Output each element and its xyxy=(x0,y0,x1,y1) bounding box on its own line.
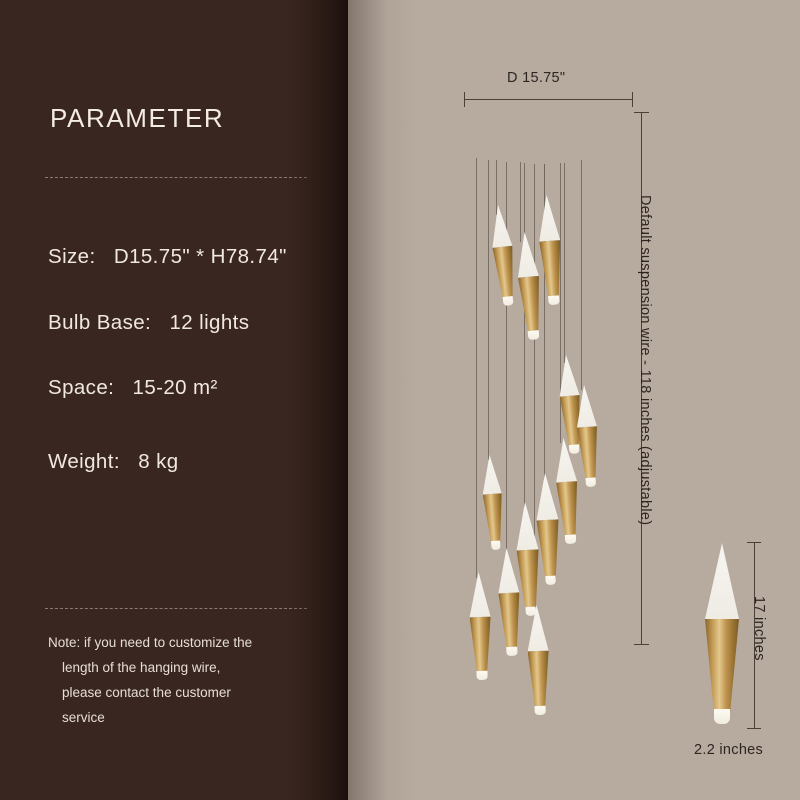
lamp-cone xyxy=(528,651,551,709)
spec-label-bulb-base: Bulb Base: xyxy=(48,311,152,334)
lamp-cone xyxy=(498,592,522,649)
spec-label-space: Space: xyxy=(48,376,115,399)
lamp-tip xyxy=(705,543,739,619)
pendant-lamp xyxy=(480,454,506,551)
lamp-tip xyxy=(553,437,577,482)
lamp-cone xyxy=(518,276,544,334)
lamp-tip xyxy=(514,501,538,550)
pendant-lamp xyxy=(574,384,601,489)
lamp-glow xyxy=(503,296,513,306)
single-height-label: 17 inches xyxy=(751,596,767,661)
wire-4 xyxy=(564,163,565,363)
spec-row-weight xyxy=(48,450,179,474)
width-dimension-label: D 15.75" xyxy=(507,70,566,86)
lamp-tip xyxy=(480,454,502,494)
lamp-glow xyxy=(477,671,487,680)
width-tick-right xyxy=(632,92,633,107)
lamp-glow xyxy=(545,576,556,586)
lamp-cone xyxy=(577,426,601,480)
lamp-cone xyxy=(539,240,564,298)
spec-label-weight: Weight: xyxy=(48,450,120,473)
height-tick-bottom xyxy=(634,644,649,645)
note-line-1: Note: if you need to customize the xyxy=(48,635,253,650)
height-tick-top xyxy=(634,112,649,113)
spec-value-bulb-base: 12 lights xyxy=(169,311,250,334)
spec-row-space xyxy=(48,376,218,400)
single-height-tick-top xyxy=(747,542,761,543)
spec-value-size: D15.75" * H78.74" xyxy=(113,245,287,268)
divider-bottom xyxy=(45,608,307,609)
lamp-tip xyxy=(536,194,560,241)
note-line-2: length of the hanging wire, xyxy=(62,660,221,675)
lamp-tip xyxy=(496,547,519,593)
pendant-lamp-single xyxy=(705,543,739,727)
lamp-cone xyxy=(470,617,493,674)
page-title: PARAMETER xyxy=(50,103,225,133)
lamp-glow xyxy=(528,330,539,340)
single-height-tick-bottom xyxy=(747,728,761,729)
wire-5 xyxy=(581,160,582,390)
spec-row-bulb-base xyxy=(48,311,249,335)
lamp-glow xyxy=(549,295,560,305)
lamp-tip xyxy=(574,384,597,427)
lamp-glow xyxy=(491,540,501,550)
product-diagram-panel xyxy=(348,0,800,800)
wire-11 xyxy=(476,158,477,578)
panel-inner-shadow xyxy=(348,0,418,800)
spec-row-size xyxy=(48,245,287,269)
spec-value-space: 15-20 m² xyxy=(132,376,218,399)
spec-label-size: Size: xyxy=(48,245,96,268)
lamp-cone xyxy=(536,519,561,578)
customization-note xyxy=(48,630,303,730)
parameter-panel xyxy=(0,0,348,800)
width-tick-left xyxy=(464,92,465,107)
width-dimension-line xyxy=(464,99,632,100)
lamp-tip xyxy=(534,472,558,520)
single-width-label: 2.2 inches xyxy=(694,742,764,758)
lamp-cone xyxy=(483,493,505,543)
lamp-tip xyxy=(514,231,539,278)
panel-edge-shadow xyxy=(288,0,348,800)
lamp-tip xyxy=(488,204,512,248)
lamp-glow xyxy=(586,477,596,487)
lamp-tip xyxy=(526,605,549,652)
lamp-cone xyxy=(705,619,739,712)
pendant-lamp xyxy=(488,204,519,308)
lamp-glow xyxy=(565,534,576,544)
pendant-lamp xyxy=(468,572,493,683)
pendant-lamp xyxy=(526,605,551,718)
divider-top xyxy=(45,177,307,178)
lamp-glow xyxy=(507,647,518,657)
lamp-glow xyxy=(714,709,730,724)
lamp-tip xyxy=(468,572,491,618)
height-dimension-label: Default suspension wire - 118 inches (adjustable) xyxy=(637,195,653,526)
lamp-cone xyxy=(492,246,517,300)
spec-value-weight: 8 kg xyxy=(138,450,179,473)
wire-2 xyxy=(520,162,521,242)
lamp-cone xyxy=(517,549,542,609)
lamp-glow xyxy=(535,706,545,715)
lamp-cone xyxy=(556,481,581,537)
note-line-3: please contact the customer xyxy=(62,685,231,700)
note-line-4: service xyxy=(62,710,105,725)
